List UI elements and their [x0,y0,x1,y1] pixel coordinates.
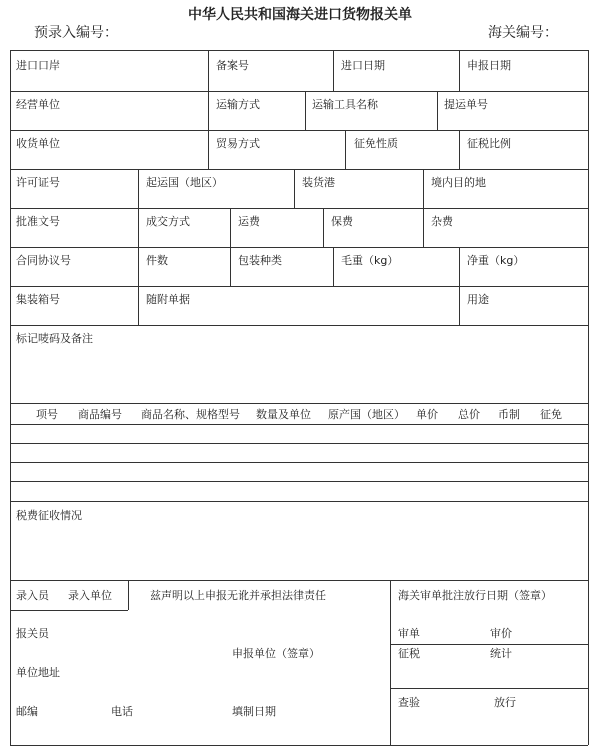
marks-remarks-label: 标记唛码及备注 [16,332,93,345]
entry-port-label: 进口口岸 [16,59,60,72]
form-title: 中华人民共和国海关进口货物报关单 [188,7,412,23]
origin-country-label: 起运国（地区） [146,176,223,189]
import-date-label: 进口日期 [341,59,385,72]
goods-header-exemption: 征免 [540,408,562,421]
transport-name-label: 运输工具名称 [312,98,378,111]
row-divider [10,403,588,404]
customs-approval-title: 海关审单批注放行日期（签章） [398,589,552,602]
usage-label: 用途 [467,293,489,306]
container-no-label: 集装箱号 [16,293,60,306]
package-type-label: 包装种类 [238,254,282,267]
entry-unit-label: 录入单位 [68,589,112,602]
phone-label: 电话 [111,705,133,718]
col-divider [459,247,460,325]
insurance-label: 保费 [331,215,353,228]
operating-unit-label: 经营单位 [16,98,60,111]
declaration-statement: 兹声明以上申报无讹并承担法律责任 [150,589,326,602]
bill-no-label: 提运单号 [444,98,488,111]
row-divider [390,688,588,689]
row-divider [10,286,588,287]
review-label: 审单 [398,627,420,640]
entry-clerk-label: 录入员 [16,589,49,602]
border-right [588,50,589,745]
col-divider [437,91,438,130]
inspection-label: 查验 [398,696,420,709]
declare-date-label: 申报日期 [467,59,511,72]
goods-header-item-no: 项号 [36,408,58,421]
transaction-mode-label: 成交方式 [146,215,190,228]
row-divider [10,580,588,581]
tax-ratio-label: 征税比例 [467,137,511,150]
row-divider [10,424,588,425]
col-divider [333,50,334,91]
goods-header-currency: 币制 [498,408,520,421]
row-divider [10,208,588,209]
row-divider [10,325,588,326]
consignee-unit-label: 收货单位 [16,137,60,150]
loading-port-label: 装货港 [302,176,335,189]
postcode-label: 邮编 [16,705,38,718]
customs-number-label: 海关编号： [488,25,558,41]
col-divider [128,580,129,610]
col-divider [208,130,209,169]
row-divider [10,443,588,444]
pricing-label: 审价 [490,627,512,640]
attached-docs-label: 随附单据 [146,293,190,306]
pre-entry-number-label: 预录入编号： [34,25,118,41]
row-divider [10,91,588,92]
misc-fees-label: 杂费 [431,215,453,228]
col-divider [305,91,306,130]
col-divider [230,208,231,286]
gross-weight-label: 毛重（kg） [341,254,399,267]
exemption-nature-label: 征免性质 [354,137,398,150]
row-divider [10,169,588,170]
col-divider [138,169,139,325]
goods-header-name-spec: 商品名称、规格型号 [141,408,240,421]
freight-label: 运费 [238,215,260,228]
approval-no-label: 批准文号 [16,215,60,228]
goods-header-unit-price: 单价 [416,408,438,421]
goods-header-commodity-code: 商品编号 [78,408,122,421]
license-no-label: 许可证号 [16,176,60,189]
row-divider [10,462,588,463]
declare-unit-label: 申报单位（签章） [232,647,320,660]
row-divider [390,644,588,645]
domestic-destination-label: 境内目的地 [431,176,486,189]
transport-mode-label: 运输方式 [216,98,260,111]
unit-address-label: 单位地址 [16,666,60,679]
fill-date-label: 填制日期 [232,705,276,718]
trade-mode-label: 贸易方式 [216,137,260,150]
taxation-label: 征税 [398,647,420,660]
row-divider [10,610,128,611]
goods-header-origin: 原产国（地区） [328,408,405,421]
contract-no-label: 合同协议号 [16,254,71,267]
goods-header-quantity-unit: 数量及单位 [256,408,311,421]
col-divider [323,208,324,247]
col-divider [294,169,295,208]
row-divider [10,130,588,131]
col-divider [459,50,460,91]
border-left [10,50,11,745]
col-divider [208,50,209,130]
row-divider [10,247,588,248]
net-weight-label: 净重（kg） [467,254,525,267]
release-label: 放行 [494,696,516,709]
row-divider [10,501,588,502]
col-divider [390,580,391,745]
row-divider [10,481,588,482]
col-divider [423,169,424,247]
tax-collection-label: 税费征收情况 [16,509,82,522]
border-top [10,50,588,51]
packages-label: 件数 [146,254,168,267]
goods-header-total-price: 总价 [458,408,480,421]
broker-label: 报关员 [16,627,49,640]
statistics-label: 统计 [490,647,512,660]
col-divider [345,130,346,169]
col-divider [333,247,334,286]
record-no-label: 备案号 [216,59,249,72]
col-divider [459,130,460,169]
border-bottom [10,745,588,746]
